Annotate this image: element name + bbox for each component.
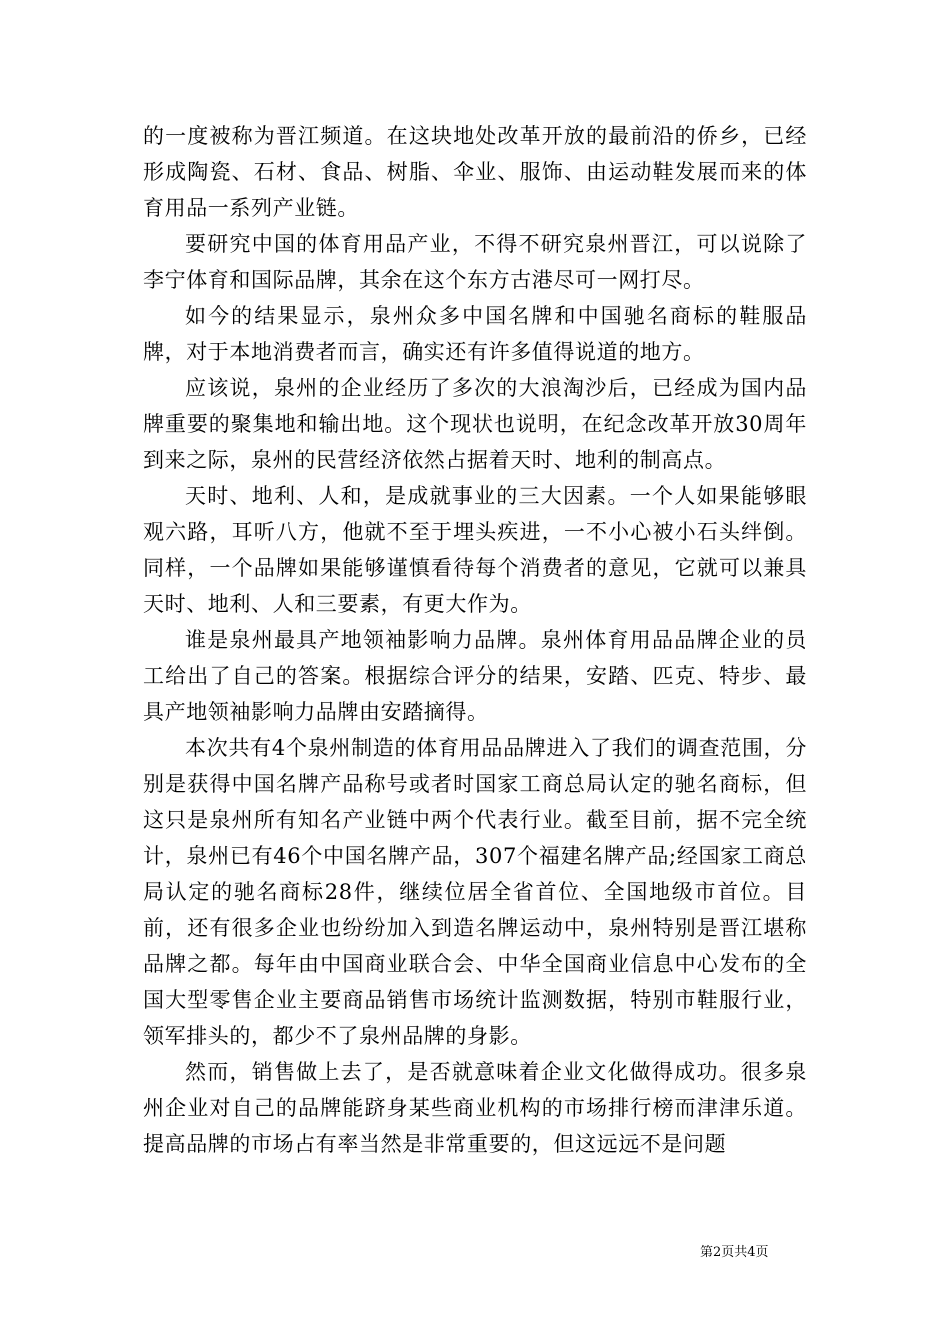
paragraph-2: 要研究中国的体育用品产业，不得不研究泉州晋江，可以说除了李宁体育和国际品牌，其余在这个东方古港尽可一网打尽。 — [143, 232, 807, 292]
paragraph-7: 本次共有4个泉州制造的体育用品品牌进入了我们的调查范围，分别是获得中国名牌产品称号或者时国家工商总局认定的驰名商标，但这只是泉州所有知名产业链中两个代表行业。截至目前，据不完全统计，泉州已有46个中国名牌产品，307个福建名牌产品;经国家工商总局认定的驰名商标28件，继续位居全省首位、全国地级市首位。目前，还有很多企业也纷纷加入到造名牌运动中，泉州特别是晋江堪称品牌之都。每年由中国商业联合会、中华全国商业信息中心发布的全国大型零售企业主要商品销售市场统计监测数据，特别市鞋服行业，领军排头的，都少不了泉州品牌的身影。 — [143, 736, 807, 1048]
paragraph-4: 应该说，泉州的企业经历了多次的大浪淘沙后，已经成为国内品牌重要的聚集地和输出地。这个现状也说明，在纪念改革开放30周年到来之际，泉州的民营经济依然占据着天时、地利的制高点。 — [143, 376, 807, 472]
paragraph-3: 如今的结果显示，泉州众多中国名牌和中国驰名商标的鞋服品牌，对于本地消费者而言，确实还有许多值得说道的地方。 — [143, 304, 807, 364]
paragraph-1: 的一度被称为晋江频道。在这块地处改革开放的最前沿的侨乡，已经形成陶瓷、石材、食品、树脂、伞业、服饰、由运动鞋发展而来的体育用品一系列产业链。 — [143, 124, 807, 220]
page-number-footer: 第2页共4页 — [700, 1245, 769, 1260]
paragraph-6: 谁是泉州最具产地领袖影响力品牌。泉州体育用品品牌企业的员工给出了自己的答案。根据综合评分的结果，安踏、匹克、特步、最具产地领袖影响力品牌由安踏摘得。 — [143, 628, 807, 724]
paragraph-5: 天时、地利、人和，是成就事业的三大因素。一个人如果能够眼观六路，耳听八方，他就不至于埋头疾进，一不小心被小石头绊倒。同样，一个品牌如果能够谨慎看待每个消费者的意见，它就可以兼具天时、地利、人和三要素，有更大作为。 — [143, 484, 807, 616]
paragraph-8: 然而，销售做上去了，是否就意味着企业文化做得成功。很多泉州企业对自己的品牌能跻身某些商业机构的市场排行榜而津津乐道。提高品牌的市场占有率当然是非常重要的，但这远远不是问题 — [143, 1060, 807, 1156]
body-text — [143, 118, 807, 1162]
